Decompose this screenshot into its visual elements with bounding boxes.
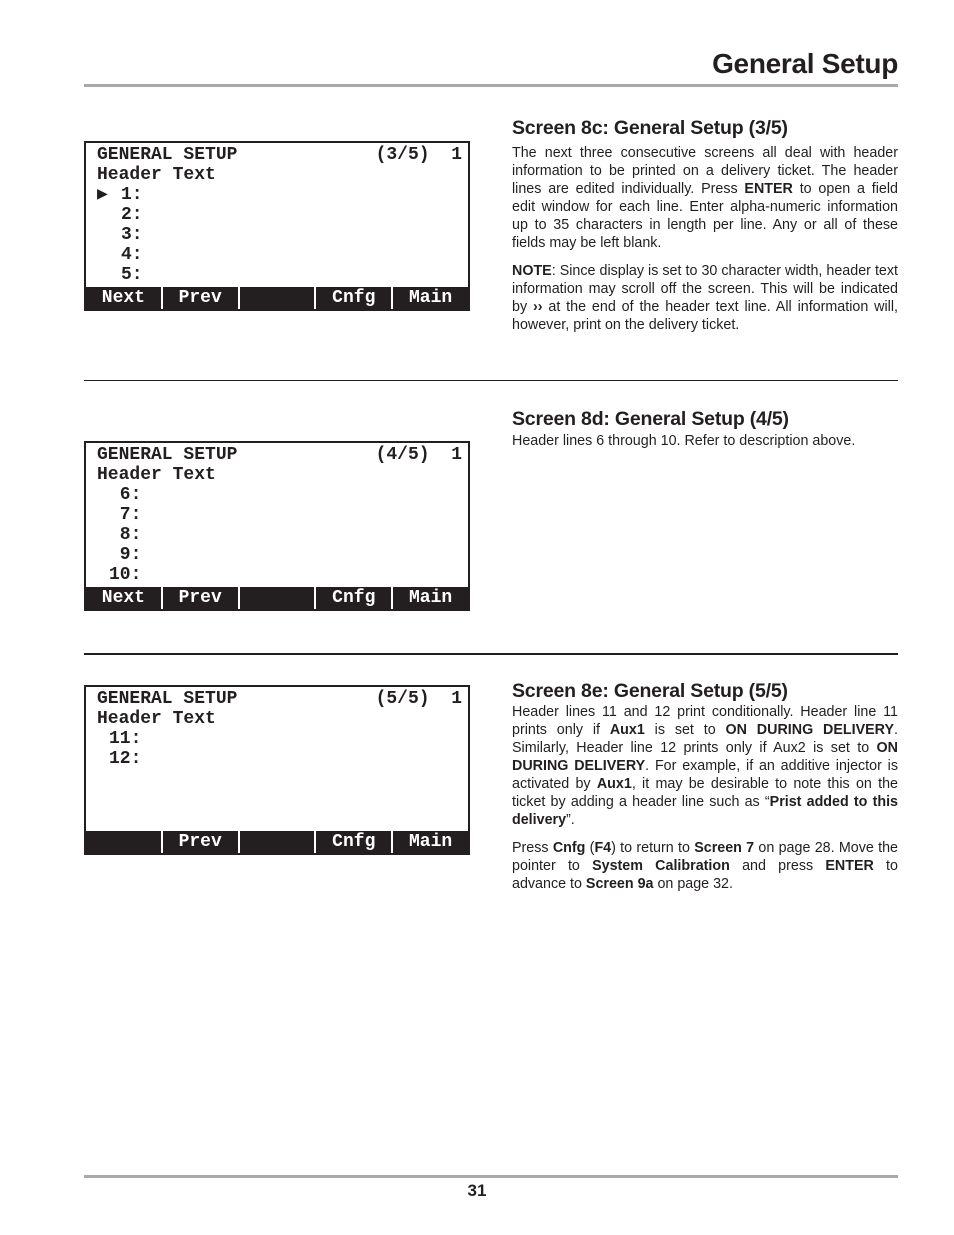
lcd-row-label: 10: [109,565,142,585]
section-heading: Screen 8d: General Setup (4/5) [512,408,789,430]
lcd-row-label: 9: [109,545,142,565]
lcd-row-label: 2: [121,205,143,225]
lcd-row[interactable] [86,525,468,545]
lcd-row[interactable] [86,265,468,285]
softkey-main[interactable]: Main [408,288,453,308]
section-divider [84,653,898,655]
softkey-prev[interactable]: Prev [163,831,240,853]
footer-rule [84,1175,898,1178]
lcd-row-label: 1: [121,185,143,205]
lcd-row[interactable] [86,565,468,585]
softkey-next[interactable]: Next [86,287,163,309]
lcd-title: GENERAL SETUP [97,145,238,165]
section-heading: Screen 8c: General Setup (3/5) [512,117,788,139]
lcd-row [86,789,468,809]
softkey-bar [86,587,468,609]
lcd-row-label: 11: [109,729,142,749]
lcd-row-label: 8: [109,525,142,545]
lcd-page-indicator: (5/5) 1 [375,689,462,709]
softkey-blank[interactable] [86,831,163,853]
lcd-title: GENERAL SETUP [97,689,238,709]
softkey-blank[interactable] [240,587,317,609]
section-paragraph: Press Cnfg (F4) to return to Screen 7 on page 28. Move the pointer to System Calibration and press ENTER to advance to Screen 9a on page 32. [512,840,898,892]
softkey-cnfg[interactable]: Cnfg [316,587,393,609]
section-8c [512,117,898,344]
pointer-icon: ▶ [97,185,108,205]
lcd-display-8c [84,141,470,311]
lcd-title: GENERAL SETUP [97,445,238,465]
softkey-bar [86,287,468,309]
lcd-row[interactable] [86,545,468,565]
lcd-row[interactable] [86,205,468,225]
section-paragraph: The next three consecutive screens all deal with header information to be printed on a delivery ticket. The header lines are edited individually. Press ENTER to open a field edit window for each line. Enter alpha-numeric information up to 35 characters in length per line. Any or all of these fields may be left blank. [512,145,898,251]
softkey-main[interactable]: Main [408,832,453,852]
lcd-subtitle: Header Text [97,465,216,485]
softkey-next[interactable]: Next [86,587,163,609]
lcd-display-8d [84,441,470,611]
softkey-bar [86,831,468,853]
lcd-subtitle: Header Text [97,709,216,729]
lcd-row-label: 4: [121,245,143,265]
lcd-row-label: 3: [121,225,143,245]
lcd-page-indicator: (4/5) 1 [375,445,462,465]
page-title: General Setup [712,48,898,79]
section-paragraph: Header lines 11 and 12 print conditionally. Header line 11 prints only if Aux1 is set to ON DURING DELIVERY. Similarly, Header line 12 prints only if Aux2 is set to ON DURING DELIVERY. For example, if an additive injector is activated by Aux1, it may be desirable to note this on the ticket by adding a header line such as “Prist added to this delivery”. [512,704,899,828]
softkey-cnfg[interactable]: Cnfg [316,831,393,853]
softkey-blank[interactable] [240,287,317,309]
page-number: 31 [467,1181,487,1200]
lcd-page-indicator: (3/5) 1 [375,145,462,165]
lcd-row[interactable] [86,729,468,749]
softkey-cnfg[interactable]: Cnfg [316,287,393,309]
lcd-row[interactable] [86,749,468,769]
section-8e [512,680,898,903]
section-paragraph: Header lines 6 through 10. Refer to description above. [512,433,856,449]
lcd-row-label: 6: [109,485,142,505]
softkey-prev[interactable]: Prev [163,587,240,609]
section-divider [84,380,898,381]
lcd-row[interactable] [86,225,468,245]
softkey-main[interactable]: Main [408,588,453,608]
lcd-display-8e [84,685,470,855]
lcd-row-label: 12: [109,749,142,769]
lcd-row[interactable] [86,245,468,265]
note-paragraph: NOTE: Since display is set to 30 character width, header text information may scroll off the screen. This will be indicated by ›› at the end of the header text line. All information will, however, print on the delivery ticket. [512,263,898,333]
lcd-row[interactable] [86,185,468,205]
softkey-blank[interactable] [240,831,317,853]
lcd-row[interactable] [86,505,468,525]
lcd-row [86,769,468,789]
lcd-row-label: 7: [109,505,142,525]
section-heading: Screen 8e: General Setup (5/5) [512,680,788,702]
lcd-subtitle: Header Text [97,165,216,185]
lcd-row [86,809,468,829]
lcd-row-label: 5: [121,265,143,285]
section-8d [512,408,898,460]
header-rule [84,84,898,87]
softkey-prev[interactable]: Prev [163,287,240,309]
lcd-row[interactable] [86,485,468,505]
